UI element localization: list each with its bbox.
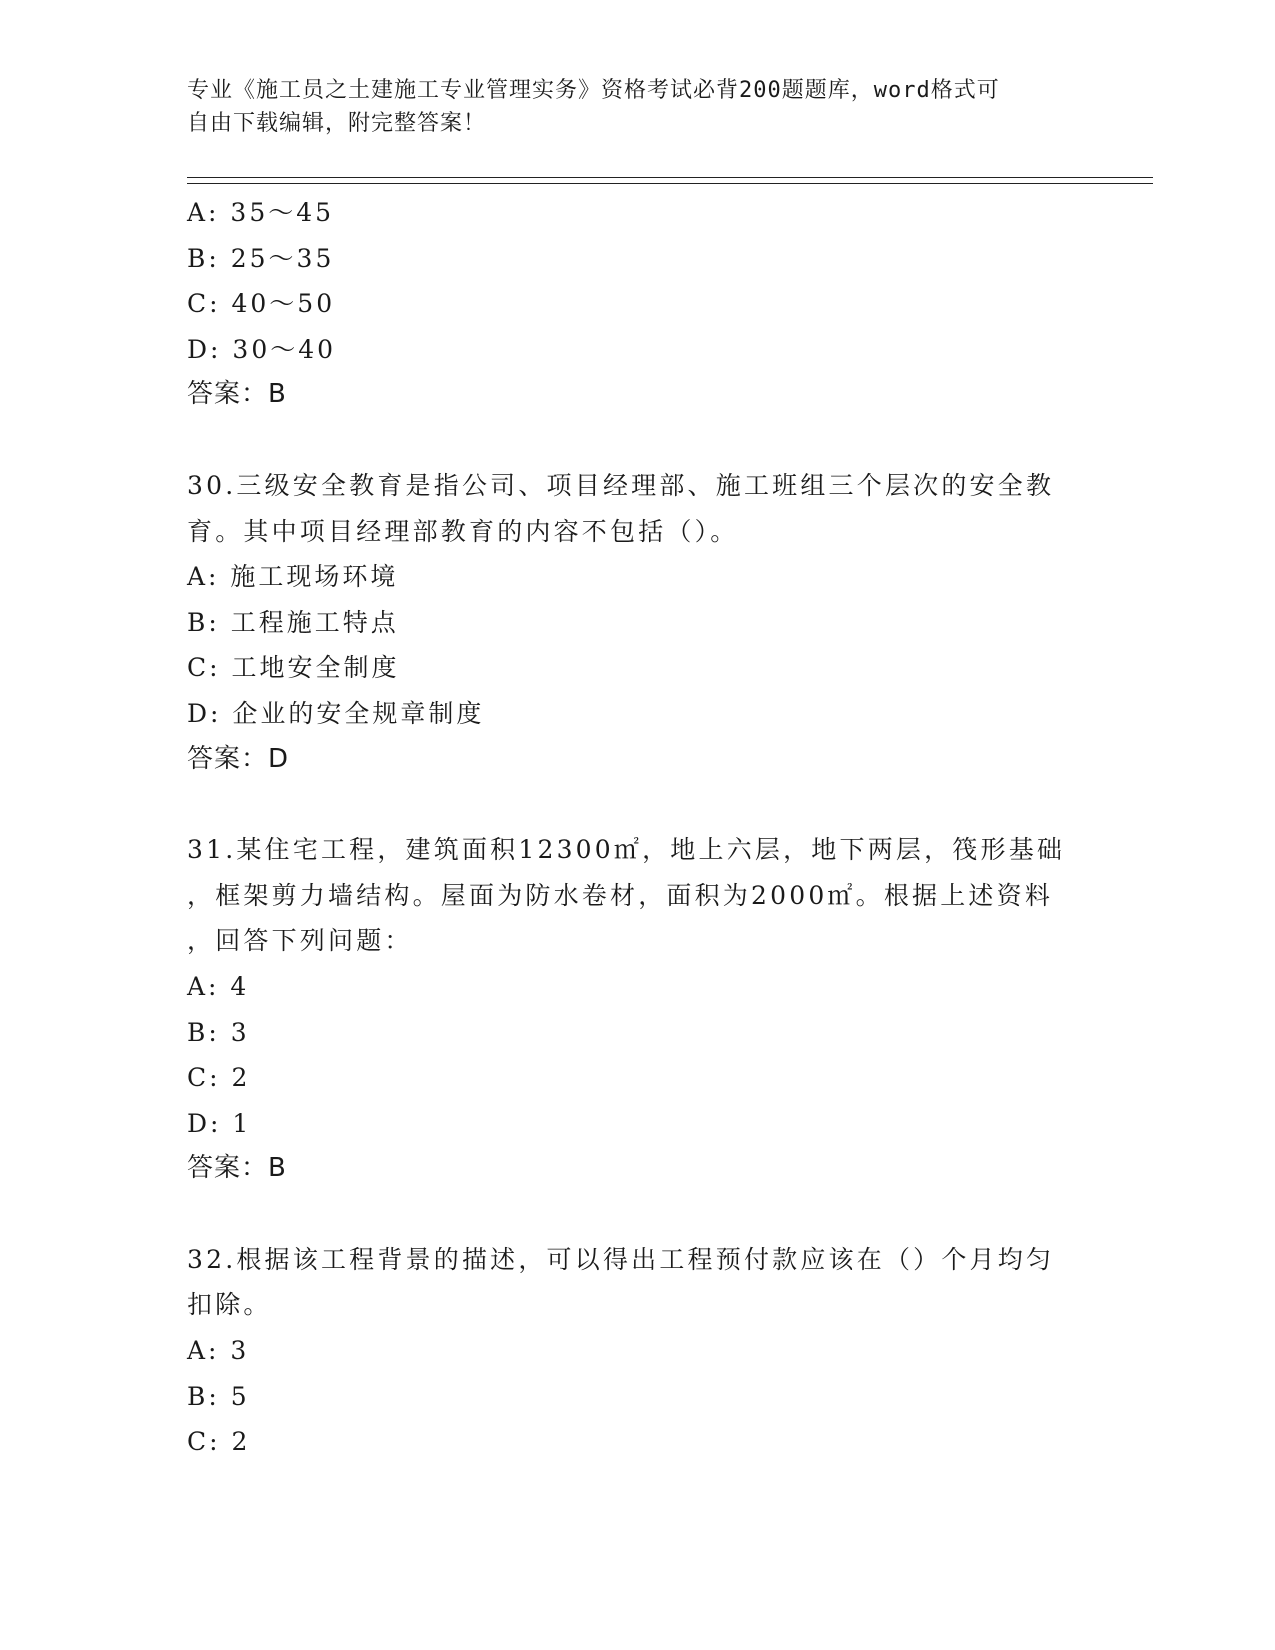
header-divider-top [187, 177, 1153, 178]
question-stem: 31.某住宅工程，建筑面积12300㎡，地上六层，地下两层，筏形基础 [187, 835, 1066, 865]
question-29 [187, 190, 1067, 418]
question-31 [187, 827, 1067, 1192]
question-stem: 32.根据该工程背景的描述，可以得出工程预付款应该在（）个月均匀 [187, 1244, 1055, 1274]
option-c: C: 2 [187, 1063, 251, 1093]
option-d: D: 企业的安全规章制度 [187, 698, 485, 728]
option-a: A: 施工现场环境 [187, 562, 399, 592]
option-b: B: 5 [187, 1381, 250, 1411]
spacer [187, 1192, 1067, 1237]
option-c: C: 工地安全制度 [187, 653, 400, 683]
question-list [187, 190, 1067, 1465]
option-b: B: 25～35 [187, 243, 335, 273]
question-32 [187, 1237, 1067, 1465]
option-a: A: 3 [187, 1336, 250, 1366]
question-30 [187, 463, 1067, 782]
option-a: A: 35～45 [187, 198, 335, 227]
question-stem: 育。其中项目经理部教育的内容不包括（）。 [187, 516, 739, 546]
option-c: C: 40～50 [187, 289, 336, 319]
question-stem: 扣除。 [187, 1290, 272, 1320]
answer: 答案：B [187, 1153, 287, 1184]
answer: 答案：B [187, 379, 287, 410]
option-b: B: 工程施工特点 [187, 607, 399, 637]
option-d: D: 30～40 [187, 334, 337, 364]
spacer [187, 782, 1067, 827]
document-header [187, 74, 1067, 140]
answer: 答案：D [187, 743, 290, 774]
header-divider-bottom [187, 183, 1153, 184]
question-stem: 30.三级安全教育是指公司、项目经理部、施工班组三个层次的安全教 [187, 470, 1055, 500]
question-stem: ，框架剪力墙结构。屋面为防水卷材，面积为2000㎡。根据上述资料 [187, 880, 1054, 910]
spacer [187, 418, 1067, 463]
option-c: C: 2 [187, 1427, 251, 1457]
option-b: B: 3 [187, 1017, 250, 1047]
option-a: A: 4 [187, 971, 250, 1001]
header-line-2: 自由下载编辑，附完整答案！ [187, 111, 487, 136]
header-line-1: 专业《施工员之土建施工专业管理实务》资格考试必背200题题库，word格式可 [187, 78, 1000, 103]
question-stem: ，回答下列问题： [187, 926, 413, 956]
option-d: D: 1 [187, 1108, 252, 1138]
